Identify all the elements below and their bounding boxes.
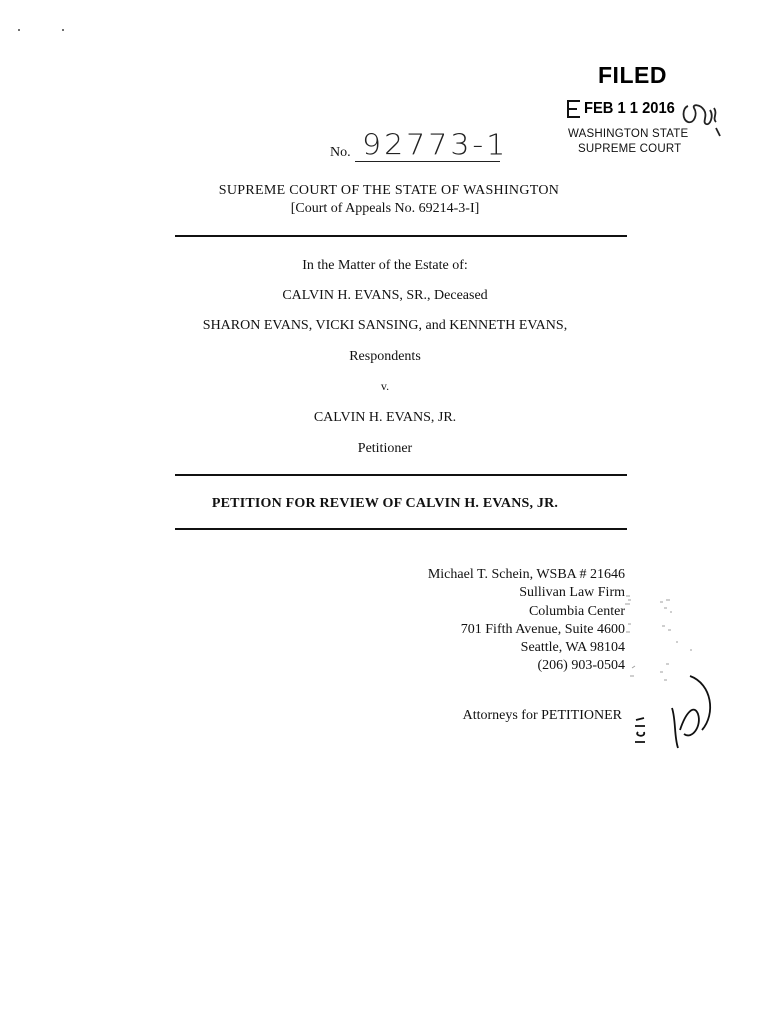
counsel-line: Sullivan Law Firm xyxy=(519,585,625,601)
petitioner-name: CALVIN H. EVANS, JR. xyxy=(313,410,457,425)
scan-speck xyxy=(18,29,20,31)
counsel-line: Michael T. Schein, WSBA # 21646 xyxy=(427,567,625,582)
docket-number-handwritten: 92773-1 xyxy=(362,128,509,163)
scan-speck xyxy=(62,29,64,31)
respondent-names: SHARON EVANS, VICKI SANSING, and KENNETH EVANS, xyxy=(202,318,568,333)
stamp-filed-label: FILED xyxy=(598,62,667,88)
caption-divider-top xyxy=(175,235,627,237)
counsel-line: Seattle, WA 98104 xyxy=(520,640,625,656)
stamp-org-line1: WASHINGTON STATE xyxy=(568,128,689,140)
versus: v. xyxy=(380,379,390,393)
counsel-line: 701 Fifth Avenue, Suite 4600 xyxy=(460,621,625,637)
decedent-name: CALVIN H. EVANS, SR., Deceased xyxy=(282,288,488,303)
matter-heading: In the Matter of the Estate of: xyxy=(302,258,468,273)
respondents-role: Respondents xyxy=(349,349,421,364)
court-name: SUPREME COURT OF THE STATE OF WASHINGTON xyxy=(218,183,560,198)
docket-label: No. xyxy=(330,145,351,160)
title-divider-bottom xyxy=(175,528,627,530)
stamp-bracket-mark xyxy=(564,98,584,120)
court-of-appeals-number: [Court of Appeals No. 69214-3-I] xyxy=(290,201,480,216)
docket-underline xyxy=(355,161,500,162)
counsel-line: (206) 903-0504 xyxy=(537,658,625,674)
stamp-org-line2: SUPREME COURT xyxy=(578,143,682,155)
counsel-block xyxy=(428,566,625,676)
signature-and-stamp-residue xyxy=(620,580,740,760)
petitioner-role: Petitioner xyxy=(357,441,413,456)
counsel-line: Columbia Center xyxy=(528,603,625,619)
stamp-date: FEB 1 1 2016 xyxy=(584,100,675,117)
document-title: PETITION FOR REVIEW OF CALVIN H. EVANS, JR. xyxy=(211,496,559,511)
title-divider-top xyxy=(175,474,627,476)
attorneys-for: Attorneys for PETITIONER xyxy=(462,708,622,723)
